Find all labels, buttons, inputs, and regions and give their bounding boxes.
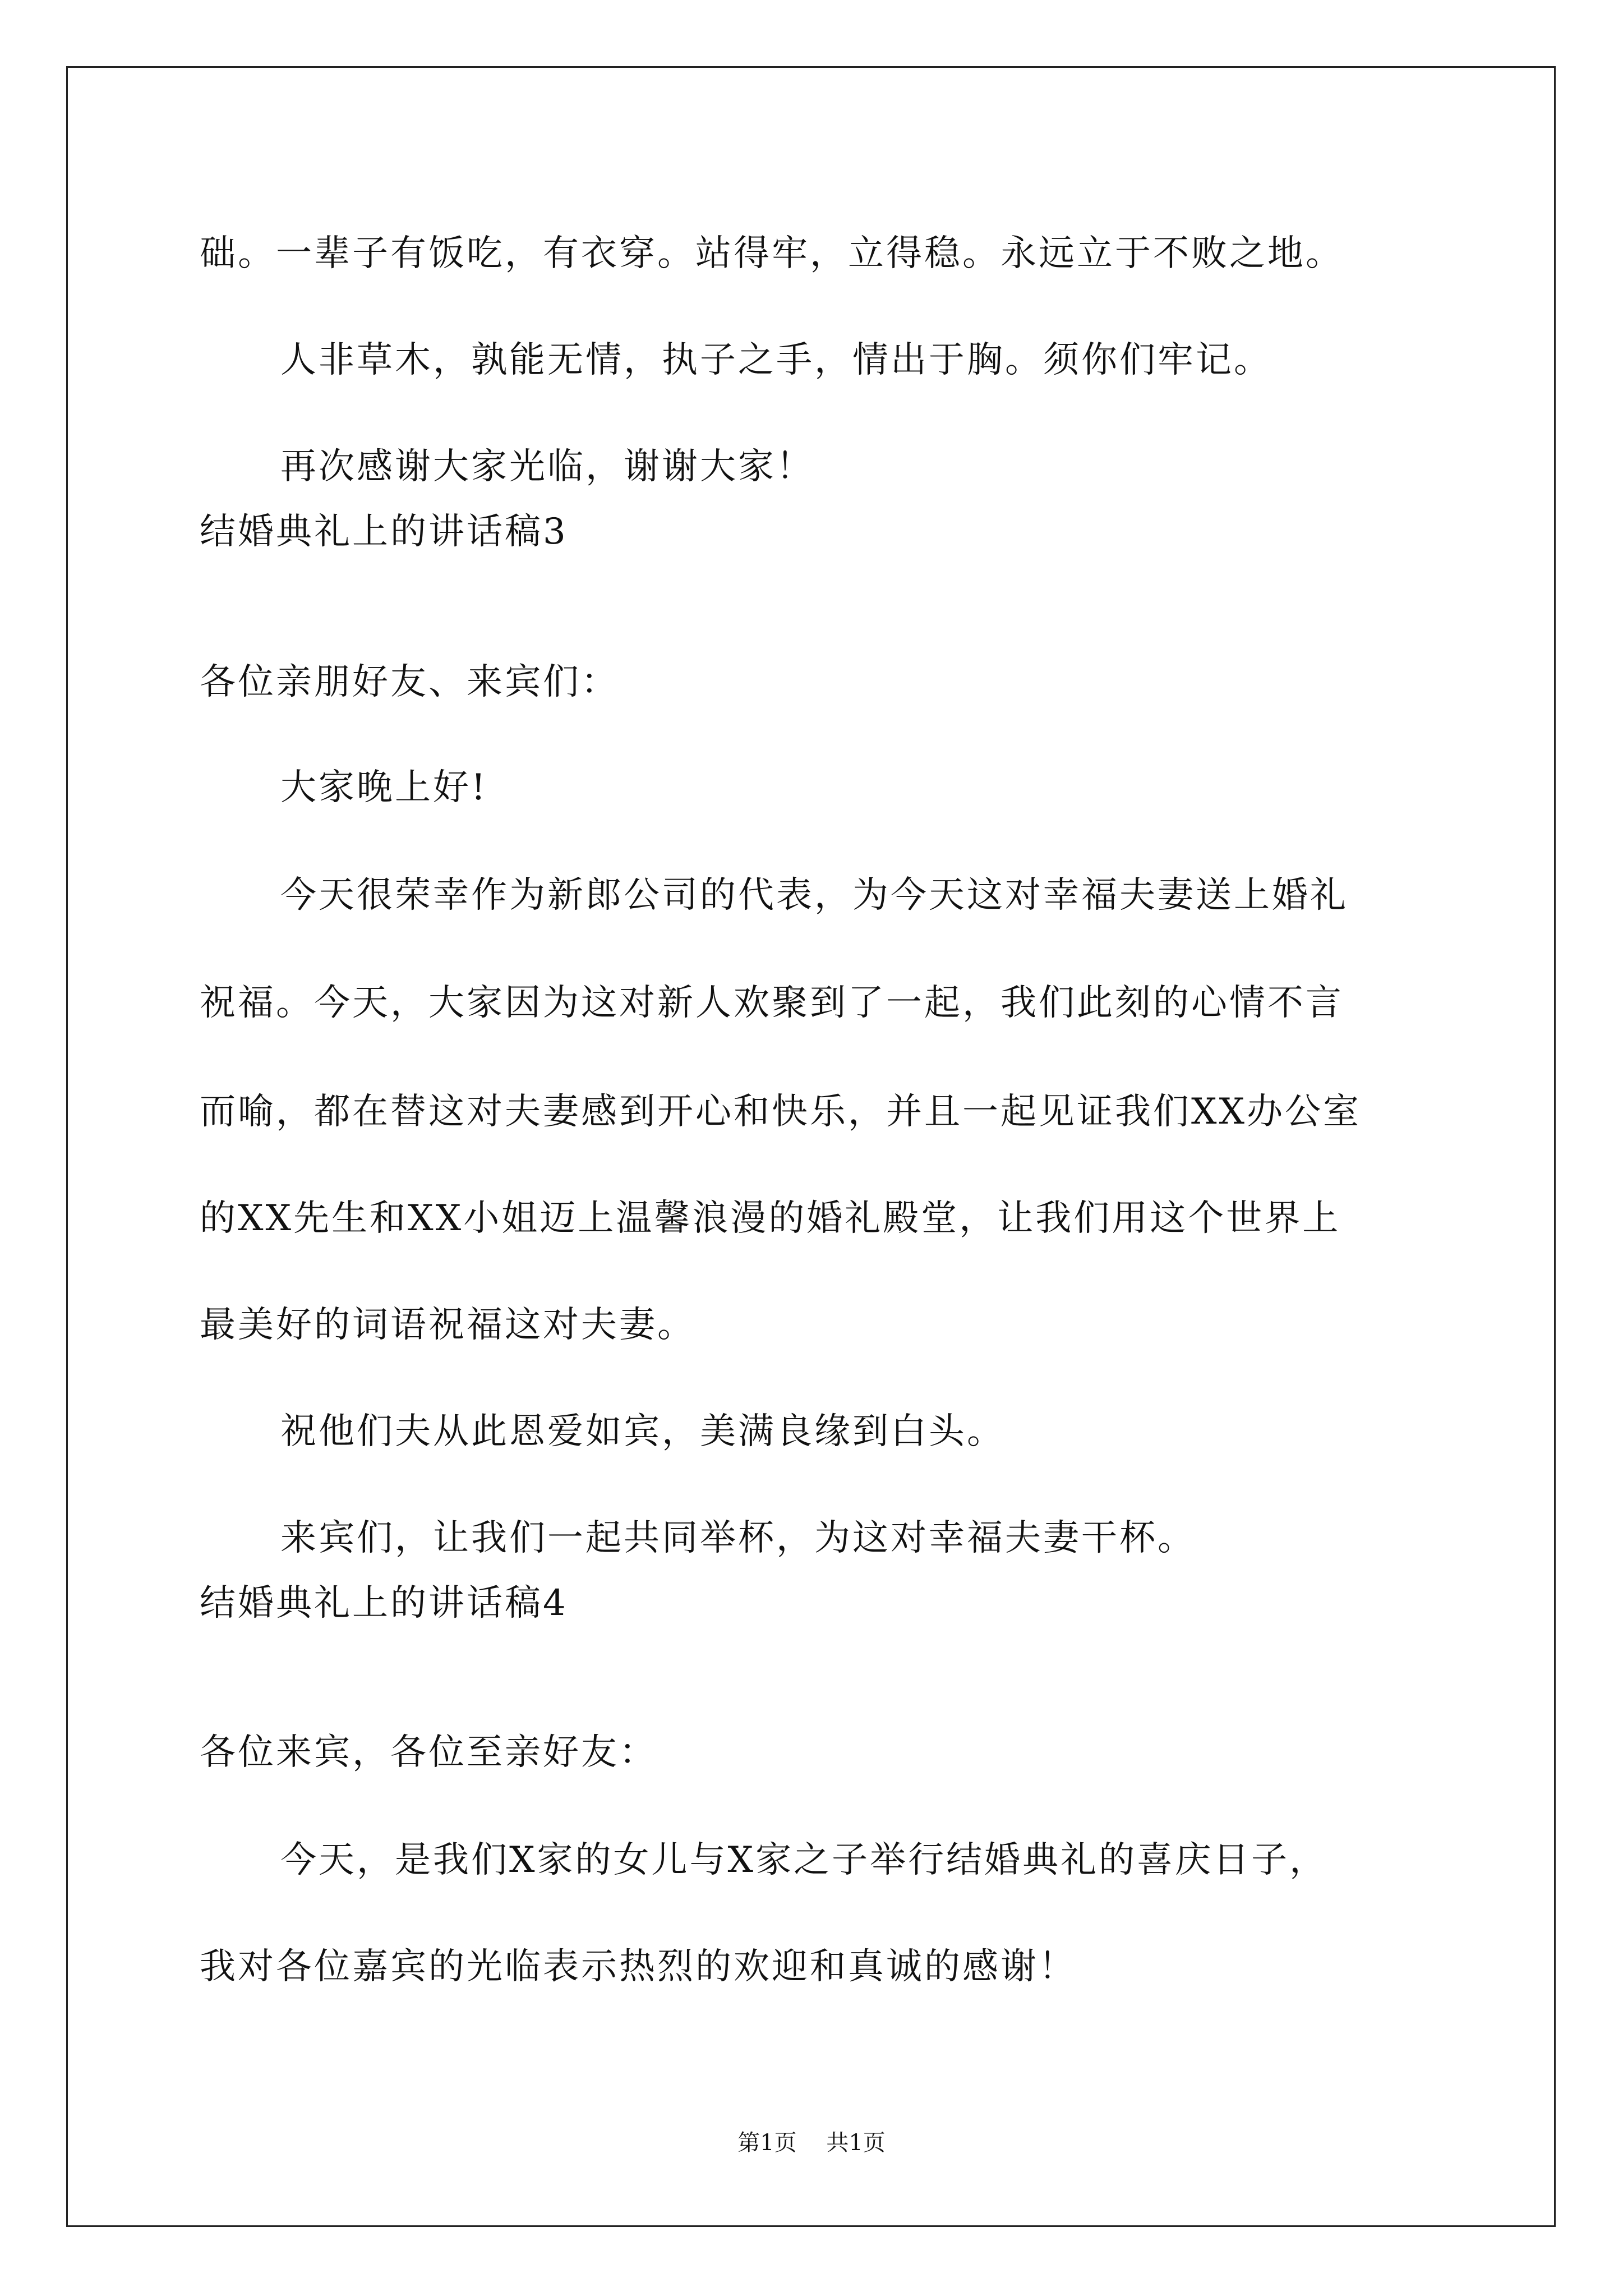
page-footer: [0, 2127, 1623, 2159]
paragraph-line: 今天，是我们X家的女儿与X家之子举行结婚典礼的喜庆日子，: [280, 1839, 1328, 1881]
paragraph-line: 而喻，都在替这对夫妻感到开心和快乐，并且一起见证我们XX办公室: [200, 1091, 1362, 1133]
paragraph-line: 的XX先生和XX小姐迈上温馨浪漫的婚礼殿堂，让我们用这个世界上: [200, 1198, 1341, 1239]
paragraph-line: 础。一辈子有饭吃，有衣穿。站得牢，立得稳。永远立于不败之地。: [200, 233, 1344, 274]
paragraph-line: 祝他们夫从此恩爱如宾，美满良缘到白头。: [280, 1411, 1005, 1452]
paragraph-line: 大家晚上好!: [280, 767, 488, 808]
paragraph-line: 人非草木，孰能无情，执子之手，情出于胸。须你们牢记。: [280, 339, 1272, 381]
paragraph-line: 今天很荣幸作为新郎公司的代表，为今天这对幸福夫妻送上婚礼: [280, 875, 1348, 916]
paragraph-line: 我对各位嘉宾的光临表示热烈的欢迎和真诚的感谢！: [200, 1946, 1077, 1987]
paragraph-line: 再次感谢大家光临，谢谢大家！: [280, 446, 814, 487]
salutation: 各位亲朋好友、来宾们：: [200, 661, 619, 703]
section-heading: 结婚典礼上的讲话稿3: [200, 511, 568, 553]
section-heading: 结婚典礼上的讲话稿4: [200, 1582, 568, 1624]
salutation: 各位来宾，各位至亲好友：: [200, 1732, 657, 1773]
paragraph-line: 来宾们，让我们一起共同举杯，为这对幸福夫妻干杯。: [280, 1517, 1196, 1559]
page-border: [66, 66, 1556, 2227]
paragraph-line: 祝福。今天，大家因为这对新人欢聚到了一起，我们此刻的心情不言: [200, 982, 1344, 1024]
paragraph-line: 最美好的词语祝福这对夫妻。: [200, 1304, 695, 1346]
page-total: 共1页: [826, 2130, 886, 2156]
page-number: 第1页: [737, 2130, 797, 2156]
